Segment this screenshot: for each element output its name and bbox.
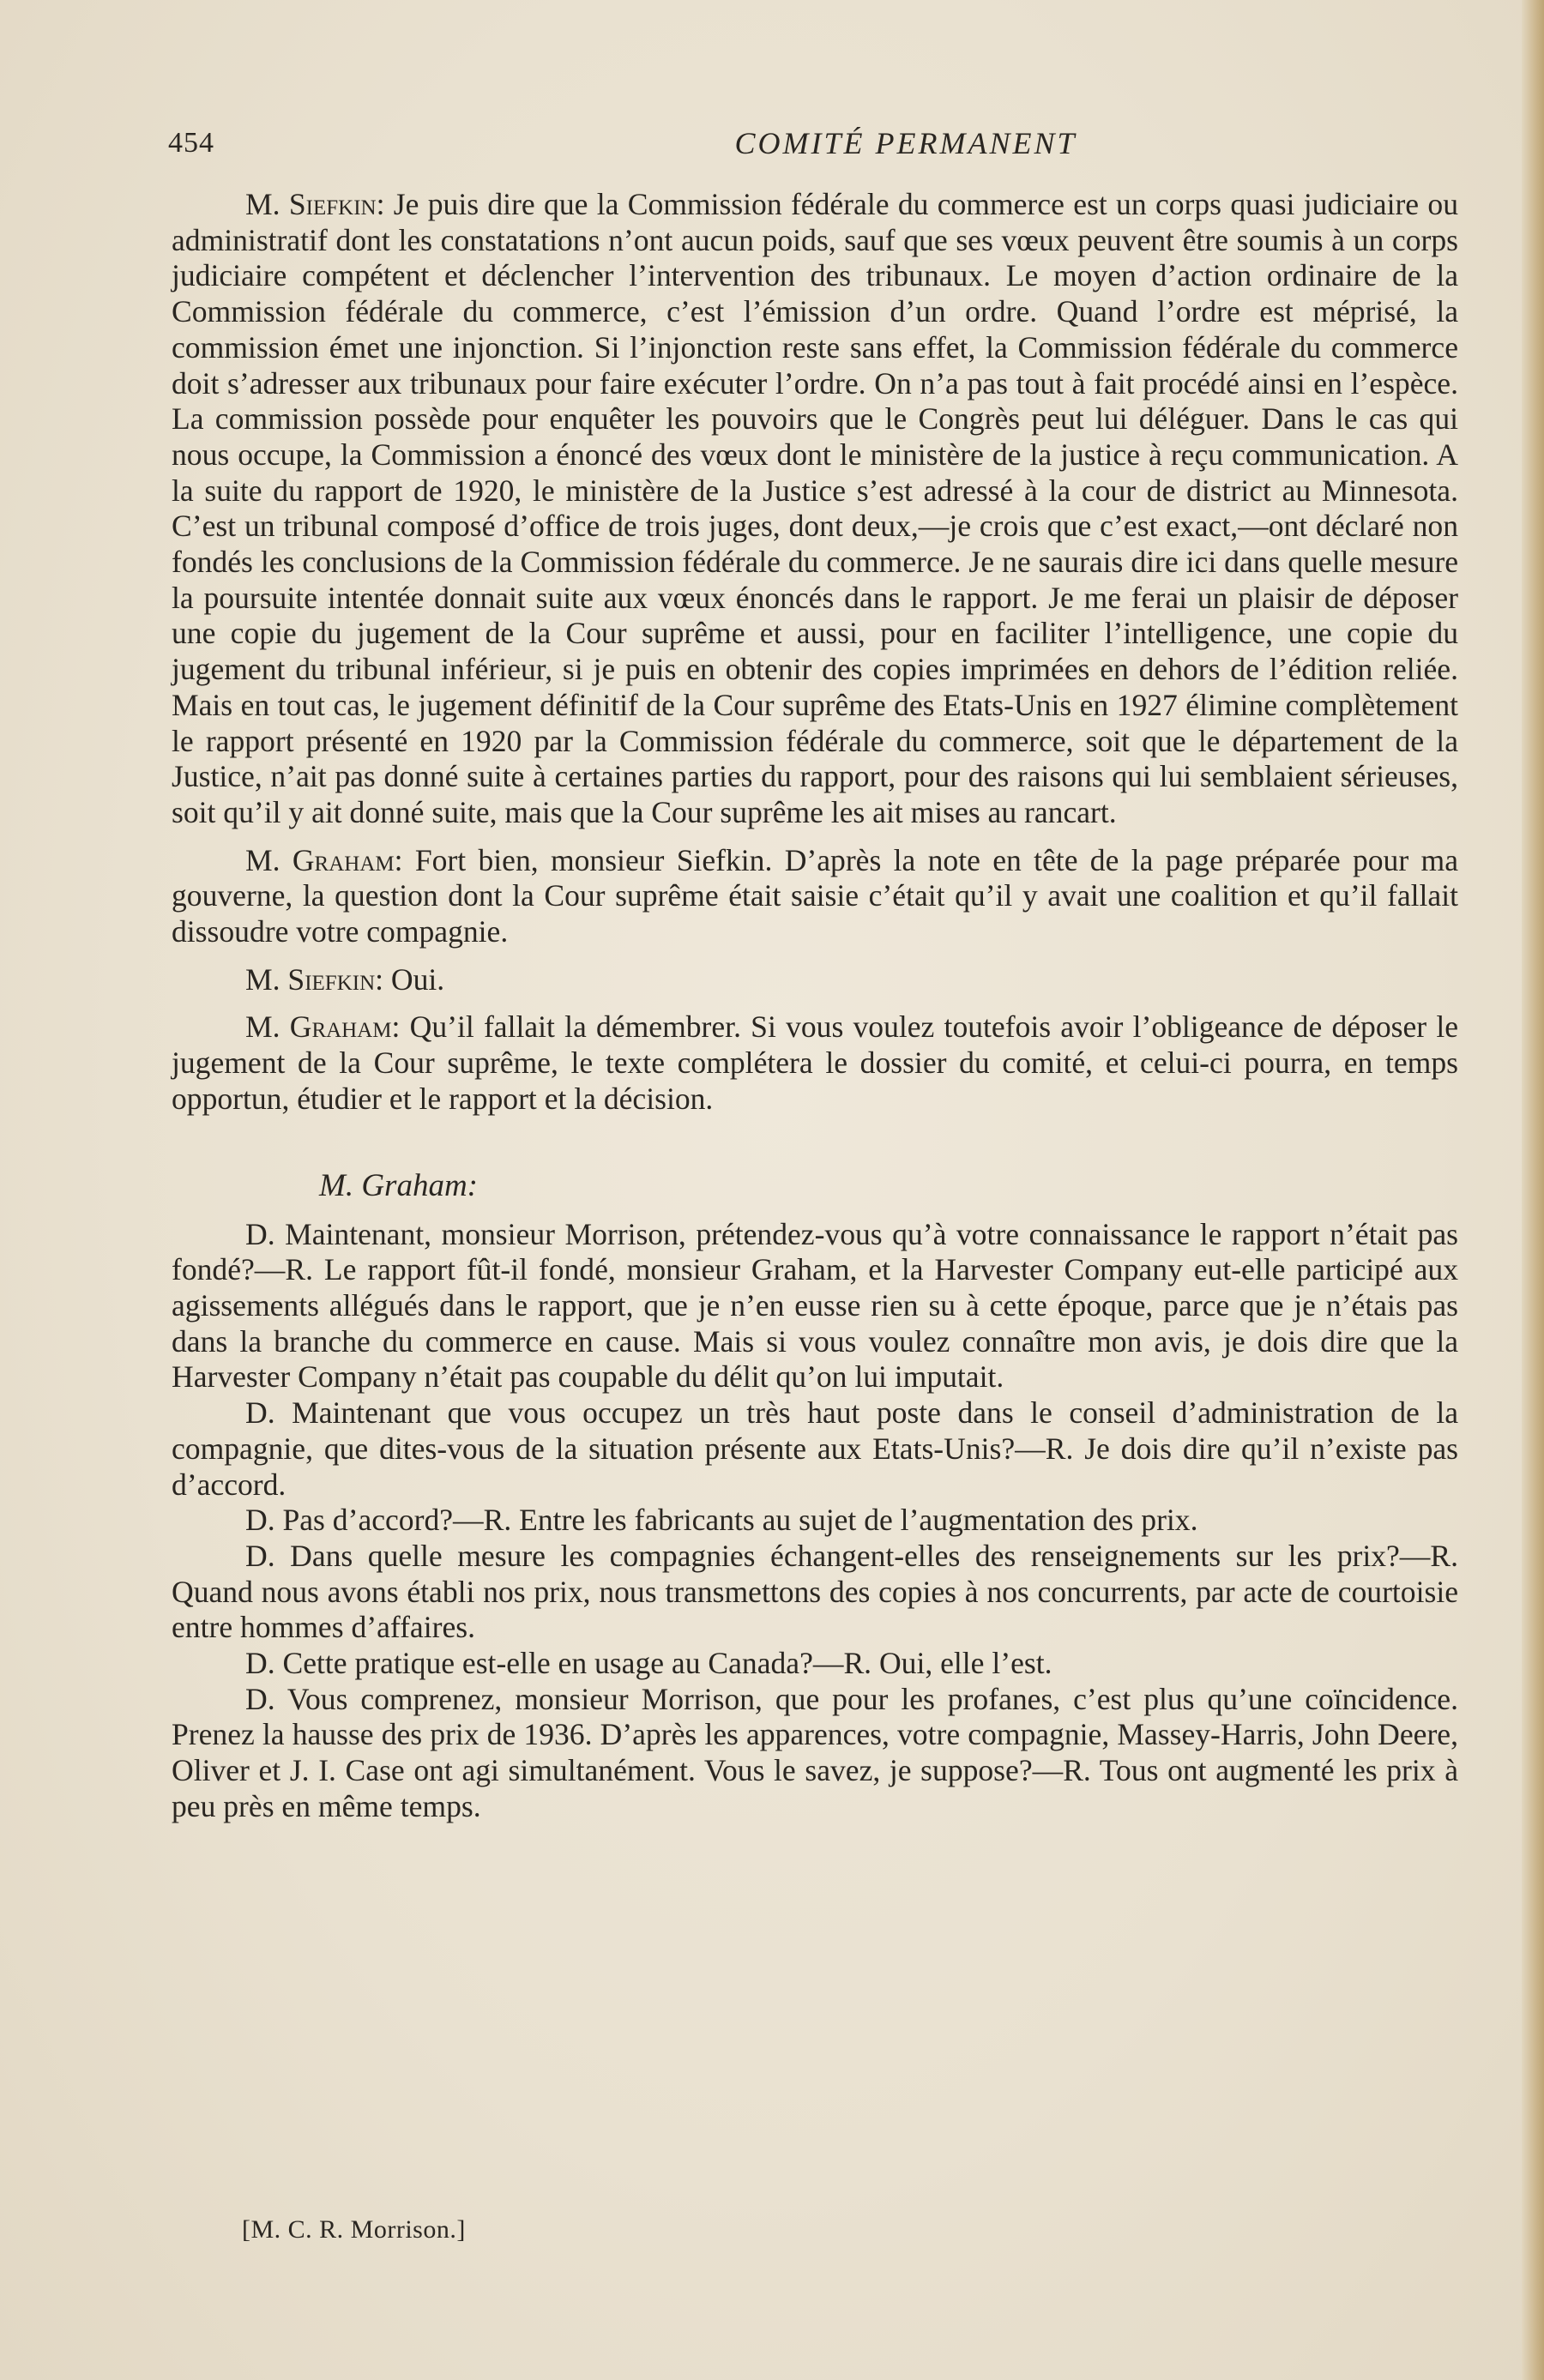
- qa-paragraph: D. Maintenant que vous occupez un très haut poste dans le conseil d’administration de la compagnie, que dites-vous de la situation présente aux Etats-Unis?—R. Je dois dire qu’il n’existe pas d’accord.: [172, 1395, 1458, 1502]
- paragraph-text: Qu’il fallait la démembrer. Si vous voulez toutefois avoir l’obligeance de déposer le jugement de la Cour suprême, le texte complétera le dossier du comité, et celui-ci pourra, en temps opportun, étudier et le rapport et la décision.: [172, 1009, 1458, 1116]
- qa-paragraph: D. Vous comprenez, monsieur Morrison, que pour les profanes, c’est plus qu’une coïncidence. Prenez la hausse des prix de 1936. D’après les apparences, votre compagnie, Massey-Harris, John Deere, Oliver et J. I. Case ont agi simultanément. Vous le savez, je suppose?—R. Tous ont augmenté les prix à peu près en même temps.: [172, 1681, 1458, 1823]
- paragraph: [172, 962, 1458, 998]
- paragraph-text: Oui.: [383, 961, 445, 997]
- qa-paragraph: D. Pas d’accord?—R. Entre les fabricants au sujet de l’augmentation des prix.: [245, 1503, 1198, 1538]
- speaker-name: M. Siefkin:: [245, 961, 384, 997]
- paragraph: [172, 187, 1458, 831]
- paragraph-text: Fort bien, monsieur Siefkin. D’après la note en tête de la page préparée pour ma gouverne, la question dont la Cour suprême était saisie c’était qu’il y avait une coalition et qu’il fallait dissoudre votre compagnie.: [172, 842, 1458, 949]
- qa-paragraph: D. Dans quelle mesure les compagnies échangent-elles des renseignements sur les prix?—R. Quand nous avons établi nos prix, nous transmettons des copies à nos concurrents, par acte de courtoisie entre hommes d’affaires.: [172, 1538, 1458, 1645]
- qa-paragraph: D. Cette pratique est-elle en usage au Canada?—R. Oui, elle l’est.: [245, 1646, 1052, 1681]
- page-edge: [1522, 0, 1544, 2380]
- paragraph: [172, 1009, 1458, 1117]
- section-heading: M. Graham:: [319, 1167, 478, 1203]
- page-number: 454: [168, 127, 214, 159]
- running-head: COMITÉ PERMANENT: [734, 126, 1077, 160]
- speaker-name: M. Graham:: [245, 1009, 401, 1045]
- paragraph-text: Je puis dire que la Commission fédérale du commerce est un corps quasi judiciaire ou administratif dont les constatations n’ont aucun poids, sauf que ses vœux peuvent être soumis à un corps judiciaire compétent et déclencher l’intervention des tribunaux. Le moyen d’action ordinaire de la Commission fédérale du commerce, c’est l’émission d’un ordre. Quand l’ordre est méprisé, la commission émet une injonction. Si l’injonction reste sans effet, la Commission fédérale du commerce doit s’adresser aux tribunaux pour faire exécuter l’ordre. On n’a pas tout à fait procédé ainsi en l’espèce. La commission possède pour enquêter les pouvoirs que le Congrès peut lui déléguer. Dans le cas qui nous occupe, la Commission a énoncé des vœux dont le ministère de la justice à reçu communication. A la suite du rapport de 1920, le ministère de la Justice s’est adressé à la cour de district au Minnesota. C’est un tribunal composé d’office de trois juges, dont deux,—je crois que c’est exact,—ont déclaré non fondés les conclusions de la Commission fédérale du commerce. Je ne saurais dire ici dans quelle mesure la poursuite intentée donnait suite aux vœux énoncés dans le rapport. Je me ferai un plaisir de déposer une copie du jugement de la Cour suprême et aussi, pour en faciliter l’intelligence, une copie du jugement du tribunal inférieur, si je puis en obtenir des copies imprimées en dehors de l’édition reliée. Mais en tout cas, le jugement définitif de la Cour suprême des Etats-Unis en 1927 élimine complètement le rapport présenté en 1920 par la Commission fédérale du commerce, soit que le département de la Justice, n’ait pas donné suite à certaines parties du rapport, pour des raisons qui lui semblaient sérieuses, soit qu’il y ait donné suite, mais que la Cour suprême les ait mises au rancart.: [172, 187, 1458, 829]
- paragraph: [172, 843, 1458, 950]
- qa-paragraph: D. Maintenant, monsieur Morrison, prétendez-vous qu’à votre connaissance le rapport n’était pas fondé?—R. Le rapport fût-il fondé, monsieur Graham, et la Harvester Company eut-elle participé aux agissements allégués dans le rapport, que je n’en eusse rien su à cette époque, parce que je n’étais pas dans la branche du commerce en cause. Mais si vous voulez connaître mon avis, je dois dire que la Harvester Company n’était pas coupable du délit qu’on lui imputait.: [172, 1216, 1458, 1395]
- page-header: [168, 120, 1455, 172]
- footer-witness: [M. C. R. Morrison.]: [242, 2215, 466, 2244]
- speaker-name: M. Siefkin:: [245, 187, 385, 221]
- speaker-name: M. Graham:: [245, 842, 403, 877]
- body-text: [172, 187, 1458, 1825]
